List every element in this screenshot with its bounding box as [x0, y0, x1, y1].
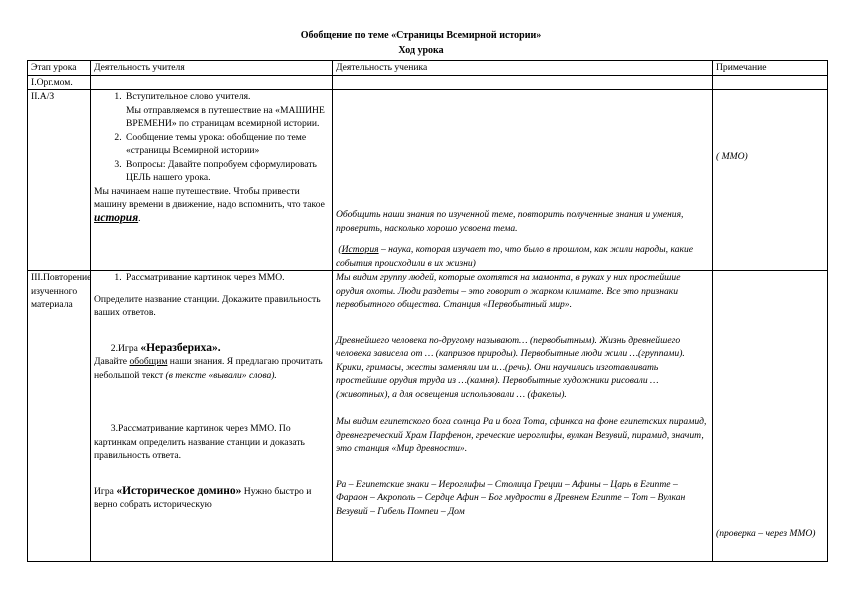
game-name: «Неразбериха». — [140, 341, 221, 354]
teacher-item — [124, 90, 329, 131]
student-activity-review — [333, 271, 713, 562]
student-domino-text: Ра – Египетские знаки – Иероглифы – Столица Греции – Афины – Царь в Египте – Фараон – Акрополь – Сердце Афин – Бог мудрости в Древнем Египте – Тот – Вулкан Везувий – Гибель Помпеи – Дом — [336, 478, 686, 517]
teacher-domino-text: Игра «Историческое домино» Нужно быстро и верно собрать историческую — [94, 484, 312, 510]
note-review — [713, 271, 828, 562]
history-word: история — [94, 211, 139, 224]
student-ancient-text: Древнейшего человека по-другому называют… (первобытным). Жизнь древнейшего человека зависела от … (капризов природы). Первобытные люди жили …(группами). Крики, гримасы, жесты заменяли им и…(речь). Они научились изготавливать простейшие орудия труда из …(камня). Первобытные художники рисовали … (животных), а для освещения использовали … (факелы). — [336, 334, 685, 400]
student-goal-text: Обобщить наши знания по изученной теме, повторить полученные знания и умения, проверить, насколько хорошо усвоена тема. — [336, 209, 684, 234]
lesson-plan-table — [27, 60, 828, 562]
empty-cell — [333, 75, 713, 90]
student-group-text: Мы видим группу людей, которые охотятся на мамонта, в руках у них простейшие орудия охоты. Люди раздеты – это говорит о жарком климате. Все это признаки первобытного общества. Станция «Первобытный мир». — [336, 272, 681, 310]
note-az — [713, 90, 828, 271]
table-row — [28, 271, 828, 562]
teacher-game-text: 2.Игра «Неразбериха». Давайте обобщим наши знания. Я предлагаю прочитать небольшой текст (в тексте «вывали» слова). — [94, 341, 323, 381]
teacher-item: 3. Вопросы: Давайте попробуем сформулировать ЦЕЛЬ нашего урока. — [124, 158, 329, 185]
table-row — [28, 90, 828, 271]
empty-cell — [713, 75, 828, 90]
student-history-definition: (История – наука, которая изучает то, что было в прошлом, как жили народы, какие события происходили в их жизни) — [336, 244, 694, 269]
note-text: ( ММО) — [716, 151, 748, 162]
header-stage: Этап урока — [28, 61, 91, 76]
stage-review: III.Повторение изученного материала — [28, 271, 91, 562]
teacher-item-text: Мы отправляемся в путешествие на «МАШИНЕ ВРЕМЕНИ» по страницам всемирной истории. — [126, 104, 325, 129]
student-activity-az — [333, 90, 713, 271]
stage-org: I.Орг.мом. — [28, 75, 91, 90]
note-text: (проверка – через ММО) — [716, 528, 816, 539]
history-term: История — [341, 244, 379, 255]
teacher-item: 1. Рассматривание картинок через ММО. — [124, 271, 329, 285]
teacher-activity-review — [91, 271, 333, 562]
student-egypt-text: Мы видим египетского бога солнца Ра и бога Тота, сфинкса на фоне египетских пирамид, древнегреческий Храм Парфенон, греческие иероглифы, вулкан Везувий, пирамид, значит, это станция «Мир древности». — [336, 416, 707, 454]
generalize-word: обобщим — [129, 356, 168, 367]
empty-cell — [91, 75, 333, 90]
stage-az: II.А/З — [28, 90, 91, 271]
header-note: Примечание — [713, 61, 828, 76]
table-header-row — [28, 61, 828, 76]
teacher-journey-text: Мы начинаем наше путешествие. Чтобы привести машину времени в движение, надо вспомнить, что такое история. — [94, 185, 325, 224]
teacher-item-text: Вступительное слово учителя. — [126, 91, 251, 102]
teacher-activity-az — [91, 90, 333, 271]
document-subtitle: Ход урока — [398, 45, 444, 56]
table-row — [28, 75, 828, 90]
domino-game-name: «Историческое домино» — [116, 484, 242, 497]
teacher-item: 2. Сообщение темы урока: обобщение по теме «страницы Всемирной истории» — [124, 131, 329, 158]
header-teacher: Деятельность учителя — [91, 61, 333, 76]
document-title: Обобщение по теме «Страницы Всемирной истории» — [300, 30, 542, 41]
teacher-pictures-text: 3.Рассматривание картинок через ММО. По картинкам определить название станции и доказать правильность ответа. — [94, 423, 305, 461]
header-student: Деятельность ученика — [333, 61, 713, 76]
teacher-define-text: Определите название станции. Докажите правильность ваших ответов. — [94, 293, 321, 318]
